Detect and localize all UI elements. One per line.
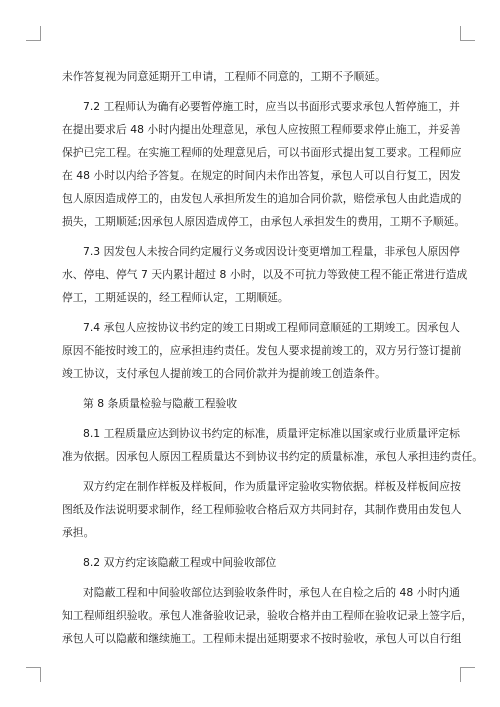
section-heading: 第 8 条质量检验与隐蔽工程验收: [83, 397, 238, 410]
crop-mark-top-right: [460, 26, 475, 41]
paragraph-line: 损失，工期顺延;因承包人原因造成停工，由承包人承担发生的费用，工期不予顺延。: [62, 215, 466, 228]
paragraph-line: 图纸及作法说明要求制作，经工程师验收合格后双方共同封存，其制作费用由发包人: [62, 503, 462, 516]
paragraph-7-1-continuation: [62, 65, 438, 88]
paragraph-line: 7.3 因发包人未按合同约定履行义务或因设计变更增加工程量，非承包人原因停: [83, 245, 460, 258]
paragraph-line: 水、停电、停气 7 天内累计超过 8 小时，以及不可抗力等致使工程不能正常进行造成: [62, 268, 468, 281]
paragraph-8-1: [62, 422, 484, 468]
paragraph-line: 停工，工期延误的，经工程师认定，工期顺延。: [62, 291, 289, 304]
paragraph-line: 未作答复视为同意延期开工申请，工程师不同意的，工期不予顺延。: [62, 70, 386, 83]
paragraph-line: 8.1 工程质量应达到协议书约定的标准，质量评定标准以国家或行业质量评定标: [83, 427, 460, 440]
paragraph-8-2: [62, 551, 438, 574]
paragraph-line: 原因不能按时竣工的，应承担违约责任。发包人要求提前竣工的，双方另行签订提前: [62, 344, 462, 357]
section-heading-article-8: [62, 392, 438, 415]
paragraph-line: 8.2 双方约定该隐蔽工程或中间验收部位: [83, 556, 277, 569]
paragraph-line: 承包人可以隐蔽和继续施工。工程师未提出延期要求不按时验收，承包人可以自行组: [62, 632, 462, 645]
crop-mark-bottom-left: [26, 667, 41, 682]
paragraph-line: 知工程师组织验收。承包人准备验收记录，验收合格并由工程师在验收记录上签字后，: [62, 609, 473, 622]
paragraph-sample-rooms: [62, 475, 462, 544]
crop-mark-top-left: [26, 26, 41, 41]
paragraph-7-3: [62, 240, 468, 309]
paragraph-7-4: [62, 316, 462, 385]
paragraph-line: 包人原因造成停工的，由发包人承担所发生的追加合同价款，赔偿承包人由此造成的: [62, 192, 462, 205]
paragraph-line: 竣工协议，支付承包人提前竣工的合同价款并为提前竣工创造条件。: [62, 367, 386, 380]
paragraph-line: 对隐蔽工程和中间验收部位达到验收条件时，承包人在自检之后的 48 小时内通: [83, 586, 460, 599]
paragraph-line: 保护已完工程。在实施工程师的处理意见后，可以书面形式提出复工要求。工程师应: [62, 146, 462, 159]
paragraph-line: 承担。: [62, 526, 95, 539]
paragraph-concealed-works: [62, 581, 473, 650]
paragraph-7-2: [62, 95, 466, 233]
paragraph-line: 在提出要求后 48 小时内提出处理意见，承包人应按照工程师要求停止施工，并妥善: [62, 123, 461, 136]
paragraph-line: 7.2 工程师认为确有必要暂停施工时，应当以书面形式要求承包人暂停施工，并: [83, 100, 460, 113]
paragraph-line: 双方约定在制作样板及样板间，作为质量评定验收实物依据。样板及样板间应按: [83, 480, 461, 493]
crop-mark-bottom-right: [460, 667, 475, 682]
paragraph-line: 在 48 小时以内给予答复。在规定的时间内未作出答复，承包人可以自行复工，因发: [62, 169, 461, 182]
paragraph-line: 准为依据。因承包人原因工程质量达不到协议书约定的质量标准，承包人承担违约责任。: [62, 450, 484, 463]
document-body: [62, 65, 484, 650]
paragraph-line: 7.4 承包人应按协议书约定的竣工日期或工程师同意顺延的工期竣工。因承包人: [83, 321, 460, 334]
